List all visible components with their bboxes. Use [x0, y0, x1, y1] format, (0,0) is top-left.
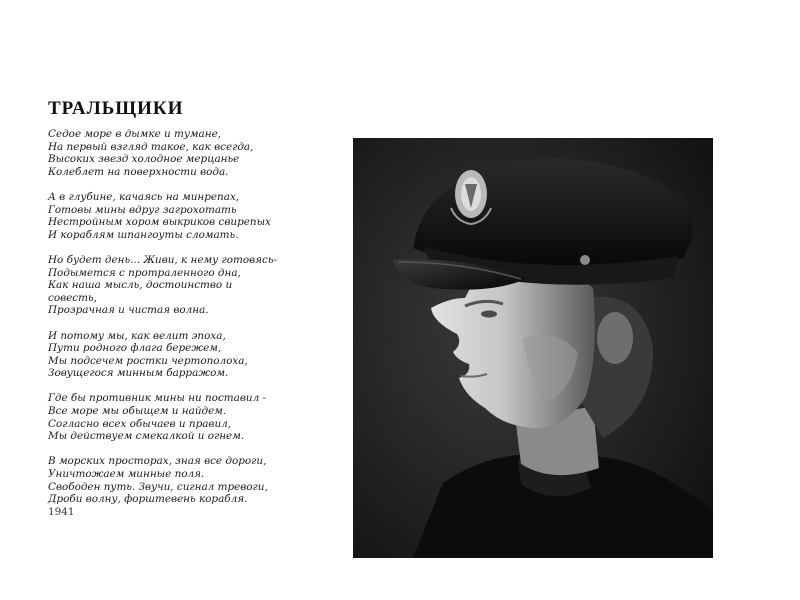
poem-stanza	[48, 254, 348, 317]
poem-line: Подымется с протраленного дна,	[48, 266, 241, 279]
poem-line: совесть,	[48, 291, 97, 304]
poem-line: Мы действуем смекалкой и огнем.	[48, 430, 245, 443]
poem-line: Дроби волну, форштевень корабля.	[48, 493, 248, 506]
poem-line: Где бы противник мины ни поставил -	[48, 392, 267, 405]
poem-line: Седое море в дымке и тумане,	[48, 128, 222, 140]
poem-line: Но будет день... Живи, к нему готовясь-	[48, 253, 278, 266]
poem-title: ТРАЛЬЩИКИ	[48, 98, 184, 119]
poem-line: Все море мы обыщем и найдем.	[48, 405, 227, 418]
poem-line: На первый взгляд такое, как всегда,	[48, 140, 254, 153]
poem-line: Уничтожаем минные поля.	[48, 468, 205, 481]
portrait-photo	[353, 138, 713, 558]
poem-line: Пути родного флага бережем,	[48, 342, 222, 355]
poem-line: Высоких звезд холодное мерцанье	[48, 153, 240, 166]
poem-line: И потому мы, как велит эпоха,	[48, 329, 226, 342]
poem-stanza	[48, 191, 348, 241]
poem-line: Согласно всех обычаев и правил,	[48, 417, 232, 430]
poem-stanza	[48, 455, 348, 505]
poem-stanza	[48, 392, 348, 442]
poem-line: Свободен путь. Звучи, сигнал тревоги,	[48, 480, 268, 493]
poem-text	[48, 128, 348, 518]
poem-line: Нестройным хором выкриков свирепых	[48, 216, 271, 229]
poem-line: И кораблям шпангоуты сломать.	[48, 228, 239, 241]
poem-stanza	[48, 330, 348, 380]
poem-line: Готовы мины вдруг загрохотать	[48, 203, 237, 216]
poem-line: Мы подсечем ростки чертополоха,	[48, 354, 248, 367]
poem-line: Колеблет на поверхности вода.	[48, 165, 229, 178]
poem-stanza	[48, 128, 348, 178]
poem-line: Прозрачная и чистая волна.	[48, 304, 209, 317]
poem-line: В морских просторах, зная все дороги,	[48, 455, 267, 468]
poem-line: Зовущегося минным барражом.	[48, 367, 229, 380]
poem-year: 1941	[48, 505, 75, 518]
poem-line: Как наша мысль, достоинство и	[48, 279, 233, 292]
poem-line: А в глубине, качаясь на минрепах,	[48, 190, 240, 203]
